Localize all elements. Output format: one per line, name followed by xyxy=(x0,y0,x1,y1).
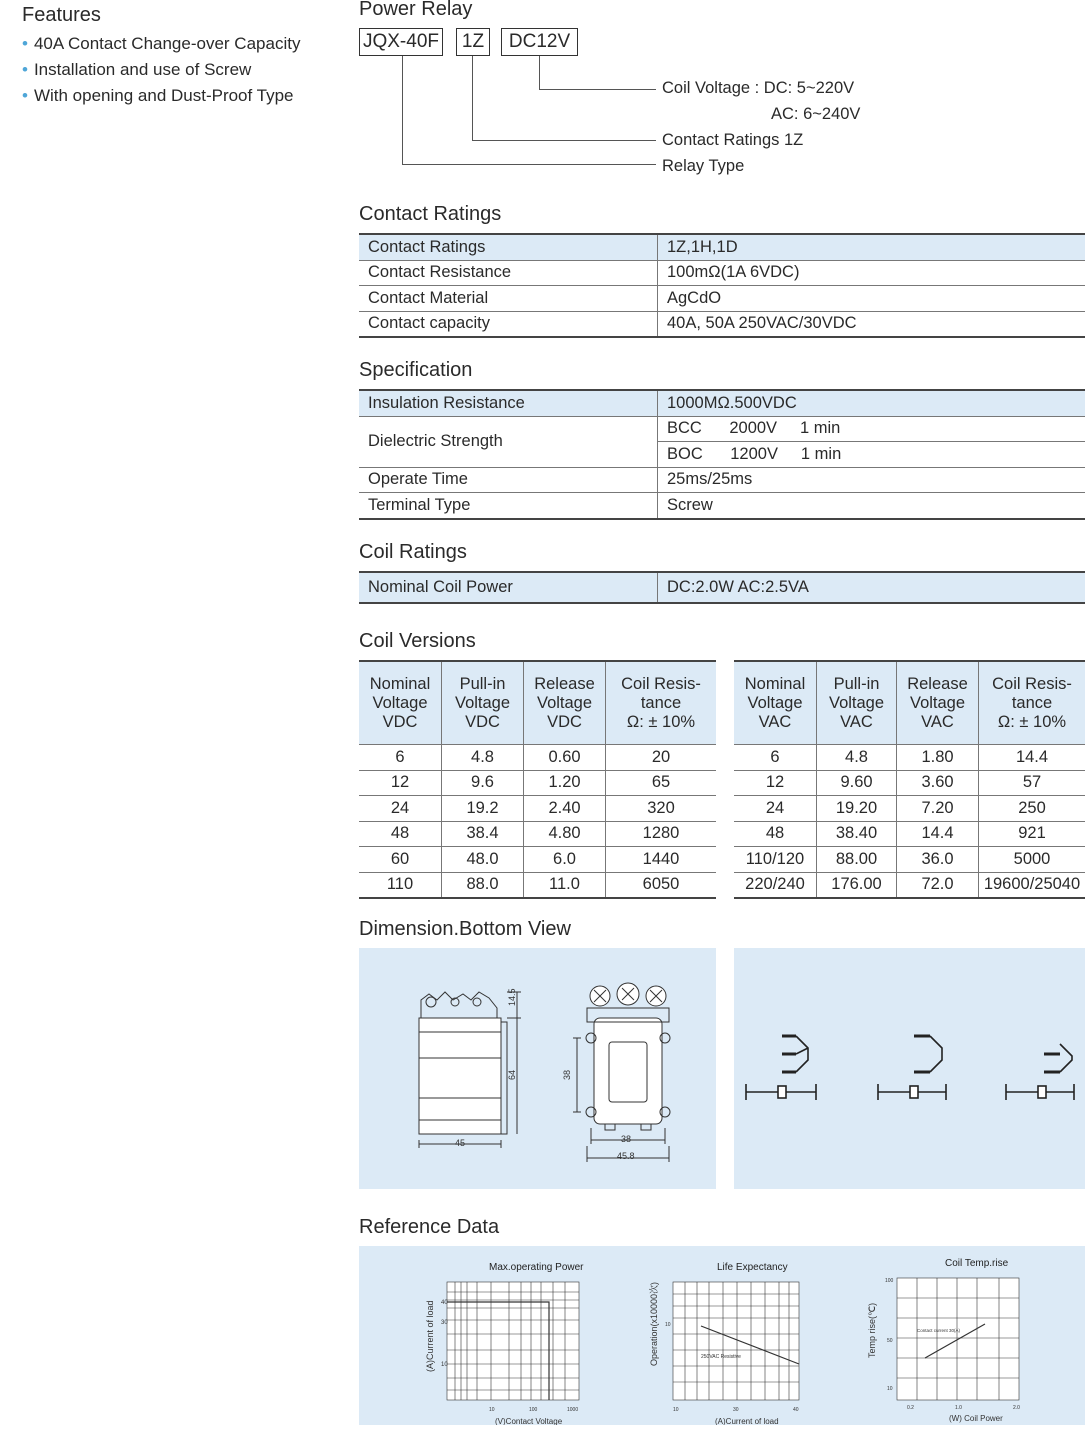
chart2-title: Life Expectancy xyxy=(717,1262,788,1273)
code-voltage: DC12V xyxy=(501,28,578,56)
chart3-xtick: 1.0 xyxy=(955,1405,962,1411)
chart2-xlabel: (A)Current of load xyxy=(715,1417,779,1425)
table-row: 220/240 176.00 72.0 19600/25040 xyxy=(734,872,1085,898)
chart1-ytick: 40 xyxy=(441,1300,448,1306)
specification-table: Insulation Resistance 1000MΩ.500VDC Dielectric Strength BCC 2000V 1 min BOC 1200V 1 min Operate Time 25ms/25ms Terminal Type Screw xyxy=(359,389,1085,520)
chart2-xtick: 10 xyxy=(673,1407,679,1413)
chart2-ytick: 10 xyxy=(665,1322,671,1328)
contact-ratings-table: Contact Ratings 1Z,1H,1D Contact Resistance 100mΩ(1A 6VDC) Contact Material AgCdO Contact capacity 40A, 50A 250VAC/30VDC xyxy=(359,233,1085,338)
table-row: 12 9.60 3.60 57 xyxy=(734,770,1085,796)
table-row: 24 19.20 7.20 250 xyxy=(734,796,1085,822)
feature-item: • Installation and use of Screw xyxy=(22,60,252,79)
chart3-ylabel: Temp rise(℃) xyxy=(867,1302,877,1358)
reference-title: Reference Data xyxy=(359,1216,500,1238)
table-row: 48 38.40 14.4 921 xyxy=(734,821,1085,847)
wiring-diagrams xyxy=(734,948,1085,1189)
table-row: 6 4.8 0.60 20 xyxy=(359,745,716,771)
dimension-title: Dimension.Bottom View xyxy=(359,918,571,940)
table-row: 24 19.2 2.40 320 xyxy=(359,796,716,822)
table-row: 6 4.8 1.80 14.4 xyxy=(734,745,1085,771)
contact-ratings-title: Contact Ratings xyxy=(359,203,502,225)
dim-45-8: 45.8 xyxy=(617,1151,635,1161)
table-row: 110 88.0 11.0 6050 xyxy=(359,872,716,898)
chart1-xtick: 1000 xyxy=(567,1407,579,1413)
chart2-annotation: 250VAC Resistive xyxy=(701,1354,741,1360)
dim-14-5: 14.5 xyxy=(507,988,517,1006)
dimension-panel xyxy=(359,948,716,1189)
features-list xyxy=(22,31,300,109)
chart3-ytick: 100 xyxy=(885,1278,894,1284)
chart1-ytick: 30 xyxy=(441,1320,448,1326)
coil-versions-dc-table: Nominal Voltage VDC Pull-in Voltage VDC Release Voltage VDC Coil Resis- tance Ω: ± 10% 6 4.8 0.60 20 12 9.6 1.20 65 24 19.2 2.40 320 48 38.4 4.80 1280 60 48.0 6.0 1440 110 88.0 11.0 6050 xyxy=(359,660,716,899)
table-row: 60 48.0 6.0 1440 xyxy=(359,847,716,873)
dim-38-h: 38 xyxy=(621,1134,632,1144)
coil-versions-ac-table: Nominal Voltage VAC Pull-in Voltage VAC Release Voltage VAC Coil Resis- tance Ω: ± 10% 6 4.8 1.80 14.4 12 9.60 3.60 57 24 19.20 7.20 250 48 38.40 14.4 921 110/120 88.00 36.0 5000 220/240 176.00 72.0 19600/25040 xyxy=(734,660,1085,899)
coil-ratings-table: Nominal Coil Power DC:2.0W AC:2.5VA xyxy=(359,571,1085,604)
chart3-ytick: 10 xyxy=(887,1386,893,1392)
code-contact: 1Z xyxy=(456,28,490,56)
chart3-title: Coil Temp.rise xyxy=(945,1258,1009,1269)
reference-panel xyxy=(359,1246,1085,1425)
power-relay-title: Power Relay xyxy=(359,0,473,20)
features-title: Features xyxy=(22,4,101,26)
coil-voltage-dc-label: Coil Voltage : DC: 5~220V xyxy=(662,79,855,97)
chart1-ylabel: (A)Current of load xyxy=(425,1300,435,1372)
chart3-xtick: 2.0 xyxy=(1013,1405,1020,1411)
chart2-grid xyxy=(673,1282,799,1400)
chart2-xtick: 30 xyxy=(733,1407,739,1413)
relay-type-label: Relay Type xyxy=(662,157,745,175)
table-row: 12 9.6 1.20 65 xyxy=(359,770,716,796)
chart3-grid xyxy=(897,1278,1019,1400)
chart3-xlabel: (W) Coil Power xyxy=(949,1414,1003,1423)
coil-versions-title: Coil Versions xyxy=(359,630,476,652)
coil-voltage-ac-label: AC: 6~240V xyxy=(771,105,861,123)
dim-45: 45 xyxy=(455,1138,466,1148)
table-row: 110/120 88.00 36.0 5000 xyxy=(734,847,1085,873)
chart1-grid xyxy=(447,1282,579,1400)
coil-ratings-title: Coil Ratings xyxy=(359,541,467,563)
chart1-ytick: 10 xyxy=(441,1362,448,1368)
chart1-title: Max.operating Power xyxy=(489,1262,584,1273)
contact-ratings-label: Contact Ratings 1Z xyxy=(662,131,804,149)
specification-title: Specification xyxy=(359,359,473,381)
chart2-xtick: 40 xyxy=(793,1407,799,1413)
chart2-ylabel: Operation(x10000次) xyxy=(649,1281,659,1366)
feature-item: • With opening and Dust-Proof Type xyxy=(22,86,294,105)
dim-64: 64 xyxy=(507,1069,517,1080)
chart1-xlabel: (V)Contact Voltage xyxy=(495,1417,563,1425)
code-relay-type: JQX-40F xyxy=(359,28,443,56)
chart3-xtick: 0.2 xyxy=(907,1405,914,1411)
chart1-xtick: 10 xyxy=(489,1407,495,1413)
chart3-annotation: Contact current 30(A) xyxy=(917,1328,961,1333)
table-row: 48 38.4 4.80 1280 xyxy=(359,821,716,847)
wiring-panel xyxy=(734,948,1085,1189)
dim-38-v: 38 xyxy=(562,1069,572,1080)
chart3-ytick: 50 xyxy=(887,1338,893,1344)
feature-item: • 40A Contact Change-over Capacity xyxy=(22,34,301,53)
dimension-drawing xyxy=(359,948,716,1189)
chart1-xtick: 100 xyxy=(529,1407,538,1413)
reference-charts xyxy=(359,1246,1085,1425)
